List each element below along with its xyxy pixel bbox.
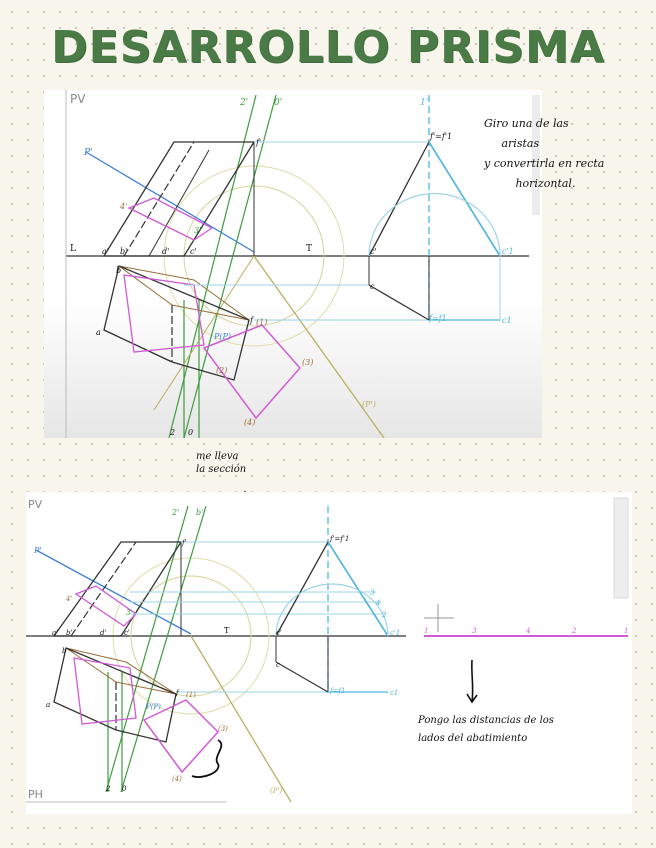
label-4p: 4' <box>120 202 128 211</box>
label-f-top: f' <box>256 138 262 147</box>
prism-plan <box>54 648 176 742</box>
label-f-top: f' <box>182 539 187 547</box>
dev-label-1: 1 <box>424 627 429 635</box>
label-2p: 2' <box>240 98 249 108</box>
label-cp-mid: c' <box>276 629 282 637</box>
label-bp: b' <box>66 629 73 637</box>
label-2p: 2' <box>172 508 180 517</box>
pv-label: PV <box>70 92 86 106</box>
p-label: P' <box>34 546 42 555</box>
rotated-elevation <box>369 142 500 256</box>
label-z2: 2 <box>106 785 111 793</box>
label-3-paren: (3) <box>302 358 314 367</box>
brace-icon <box>188 736 228 784</box>
label-cp: c' <box>124 629 130 637</box>
label-ap: a' <box>52 629 59 637</box>
label-f1-top: f'=f'1 <box>430 132 453 141</box>
label-b: b <box>116 266 122 275</box>
label-cp: c' <box>190 247 197 256</box>
label-cp-mid: c' <box>370 247 377 256</box>
label-c1-top: c'1 <box>502 247 514 256</box>
olive-trace-2 <box>154 256 254 410</box>
section-plan <box>124 275 204 352</box>
green-line-1 <box>169 95 256 438</box>
page-title: DESARROLLO PRISMA <box>51 22 605 73</box>
label-t1: T <box>224 626 230 635</box>
label-p-big: (P') <box>270 787 283 795</box>
label-dp: d' <box>100 629 107 637</box>
label-a: a <box>96 328 101 337</box>
label-n4: 4 <box>376 599 381 607</box>
label-z0: 0 <box>188 428 194 437</box>
label-a: a <box>46 701 51 709</box>
label-f-eq: f=f1 <box>330 687 346 695</box>
label-1-paren: (1) <box>256 318 268 327</box>
label-f-mid: f <box>250 316 253 325</box>
top-drawing-screenshot <box>44 90 542 438</box>
arrow-down-icon <box>462 658 482 706</box>
note-giro: Giro una de las aristas y convertirla en recta horizontal. <box>484 117 605 190</box>
label-z0: 0 <box>122 785 127 793</box>
label-p-big: (P') <box>362 400 376 409</box>
label-c-mid: c <box>276 661 280 669</box>
dev-label-2: 2 <box>572 627 577 635</box>
label-bp: b' <box>120 247 128 256</box>
label-f-mid: f <box>176 689 179 697</box>
label-n3: 3 <box>370 589 375 597</box>
dev-label-1b: 1 <box>624 627 629 635</box>
label-dp: d' <box>162 247 170 256</box>
label-1-paren: (1) <box>186 691 196 699</box>
bottom-drawing <box>26 492 632 814</box>
bottom-drawing-screenshot <box>26 492 632 814</box>
note-lleva: me lleva la sección <box>196 451 247 475</box>
label-c1-top: c'1 <box>390 629 401 637</box>
label-bp-top: b' <box>196 508 204 517</box>
p-label: P' <box>84 148 93 158</box>
label-n2: 2 <box>382 611 387 619</box>
label-4p: 4' <box>66 595 73 603</box>
ph-label: PH <box>28 788 43 801</box>
label-t1: T <box>306 244 313 254</box>
label-b: b <box>62 647 67 655</box>
label-3p: 3' <box>126 609 133 617</box>
label-f-eq: f=f1 <box>429 314 447 323</box>
label-2-paren: (2) <box>216 366 228 375</box>
label-c1: c1 <box>390 689 399 697</box>
label-4-paren: (4) <box>244 418 256 427</box>
dev-label-4: 4 <box>526 627 531 635</box>
pv-label: PV <box>28 498 43 511</box>
label-l: L <box>70 244 76 254</box>
label-ap: a' <box>102 247 109 256</box>
note-pongo: Pongo las distancias de los lados del abatimiento <box>418 715 554 744</box>
label-3-paren: (3) <box>218 725 228 733</box>
label-1p: 1' <box>420 98 429 108</box>
label-c-mid: c <box>370 282 375 291</box>
dev-label-3: 3 <box>472 627 477 635</box>
label-p-paren: P(P) <box>214 332 232 341</box>
label-p-paren: P(P) <box>146 703 161 711</box>
label-f1-top: f'=f'1 <box>330 535 350 543</box>
label-c1: c1 <box>502 316 512 325</box>
label-0p: 0' <box>274 98 283 108</box>
label-3p: 3' <box>194 226 202 235</box>
label-4-paren: (4) <box>172 775 182 783</box>
label-z2: 2 <box>170 428 176 437</box>
section-plan <box>74 658 136 724</box>
